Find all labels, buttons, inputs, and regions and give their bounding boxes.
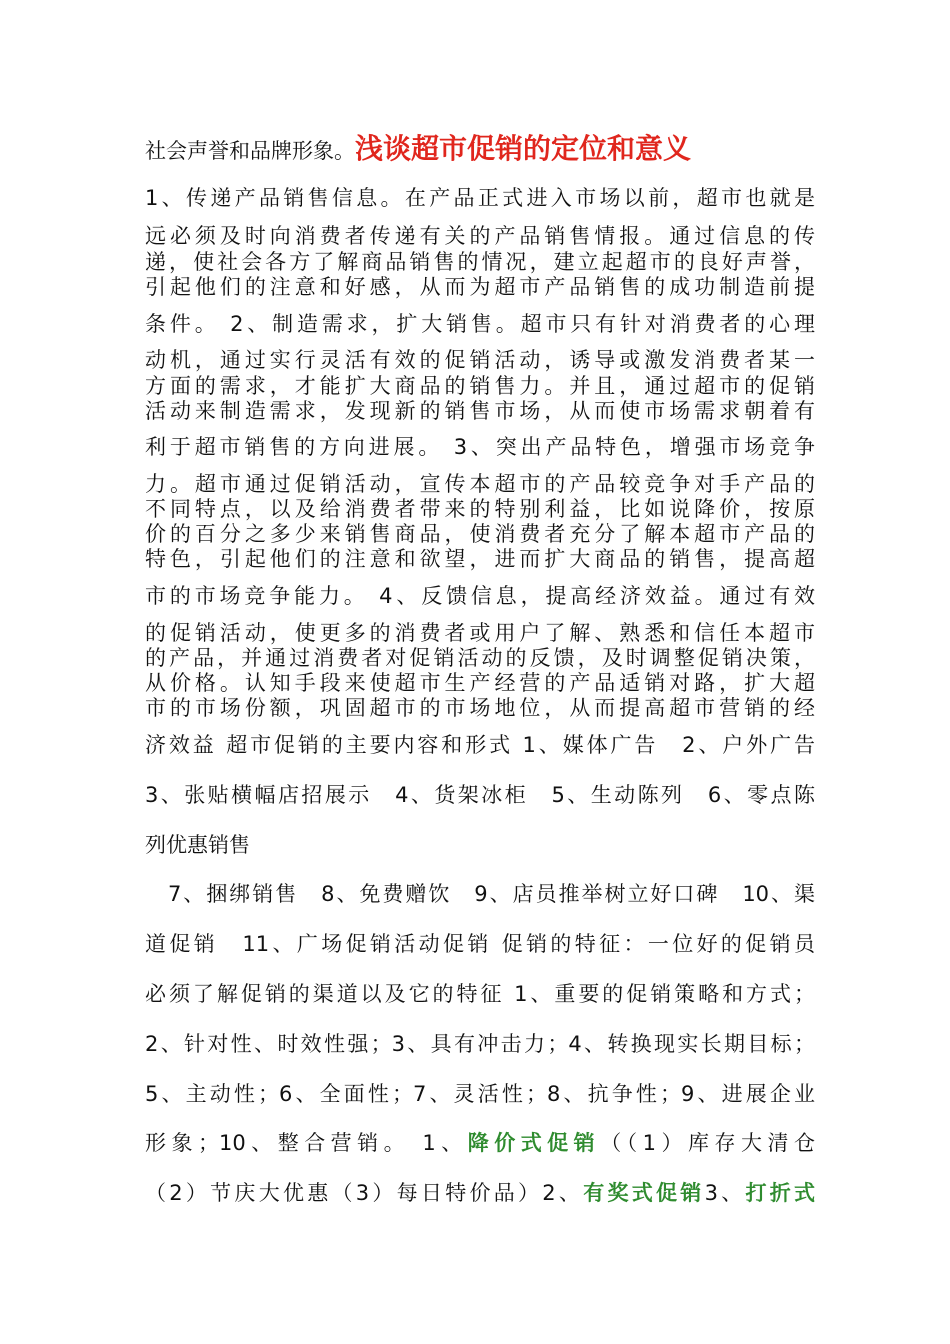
paragraph-line: 不同特点，以及给消费者带来的特别利益，比如说降价，按原 [145,497,815,521]
highlight-text: 降价式促销 [467,1131,601,1155]
paragraph-line: 方面的需求，才能扩大商品的销售力。并且，通过超市的促销 [145,374,815,398]
paragraph-line: 济效益 超市促销的主要内容和形式 1、媒体广告 2、户外广告 [145,733,815,757]
paragraph-line [145,1179,815,1207]
paragraph-line: 2、针对性、时效性强；3、具有冲击力；4、转换现实长期目标； [145,1032,815,1056]
paragraph-line: 的促销活动，使更多的消费者或用户了解、熟悉和信任本超市 [145,621,815,645]
highlight-text: 有奖式促销 [583,1181,705,1205]
line-text: （（1）库存大清仓 [600,1131,816,1155]
line-text: （2）节庆大优惠（3）每日特价品）2、 [145,1181,584,1205]
paragraph-line: 特色，引起他们的注意和欲望，进而扩大商品的销售，提高超 [145,547,815,571]
paragraph-line [145,132,815,165]
paragraph-line: 递，使社会各方了解商品销售的情况，建立起超市的良好声誉， [145,250,815,274]
paragraph-line: 力。超市通过促销活动，宣传本超市的产品较竞争对手产品的 [145,472,815,496]
paragraph-line: 3、张贴横幅店招展示 4、货架冰柜 5、生动陈列 6、零点陈 [145,783,815,807]
paragraph-line: 引起他们的注意和好感，从而为超市产品销售的成功制造前提 [145,275,815,299]
paragraph-line: 必须了解促销的渠道以及它的特征 1、重要的促销策略和方式； [145,982,815,1006]
paragraph-line: 远必须及时向消费者传递有关的产品销售情报。通过信息的传 [145,224,815,248]
paragraph-line: 条件。 2、制造需求，扩大销售。超市只有针对消费者的心理 [145,312,815,336]
line-text: 3、 [704,1181,746,1205]
paragraph-line: 1、传递产品销售信息。在产品正式进入市场以前，超市也就是 [145,186,815,210]
line-text: 形象；10、整合营销。 1、 [145,1131,468,1155]
document-title: 浅谈超市促销的定位和意义 [355,132,692,165]
paragraph-line: 市的市场竞争能力。 4、反馈信息，提高经济效益。通过有效 [145,584,815,608]
paragraph-line: 市的市场份额，巩固超市的市场地位，从而提高超市营销的经 [145,696,815,720]
paragraph-line: 列优惠销售 [145,833,250,857]
paragraph-line: 5、主动性；6、全面性；7、灵活性；8、抗争性；9、进展企业 [145,1082,815,1106]
paragraph-line [145,1129,815,1157]
paragraph-line: 动机，通过实行灵活有效的促销活动，诱导或激发消费者某一 [145,348,815,372]
paragraph-line: 活动来制造需求，发现新的销售市场，从而使市场需求朝着有 [145,399,815,423]
paragraph-line: 从价格。认知手段来使超市生产经营的产品适销对路，扩大超 [145,671,815,695]
paragraph-line: 价的百分之多少来销售商品，使消费者充分了解本超市产品的 [145,522,815,546]
highlight-text: 打折式 [745,1181,816,1205]
paragraph-line: 利于超市销售的方向进展。 3、突出产品特色，增强市场竞争 [145,435,815,459]
line-text: 社会声誉和品牌形象。 [145,139,355,163]
paragraph-line: 7、捆绑销售 8、免费赠饮 9、店员推举树立好口碑 10、渠 [145,882,815,906]
paragraph-line: 道促销 11、广场促销活动促销 促销的特征：一位好的促销员 [145,932,815,956]
paragraph-line: 的产品，并通过消费者对促销活动的反馈，及时调整促销决策， [145,646,815,670]
